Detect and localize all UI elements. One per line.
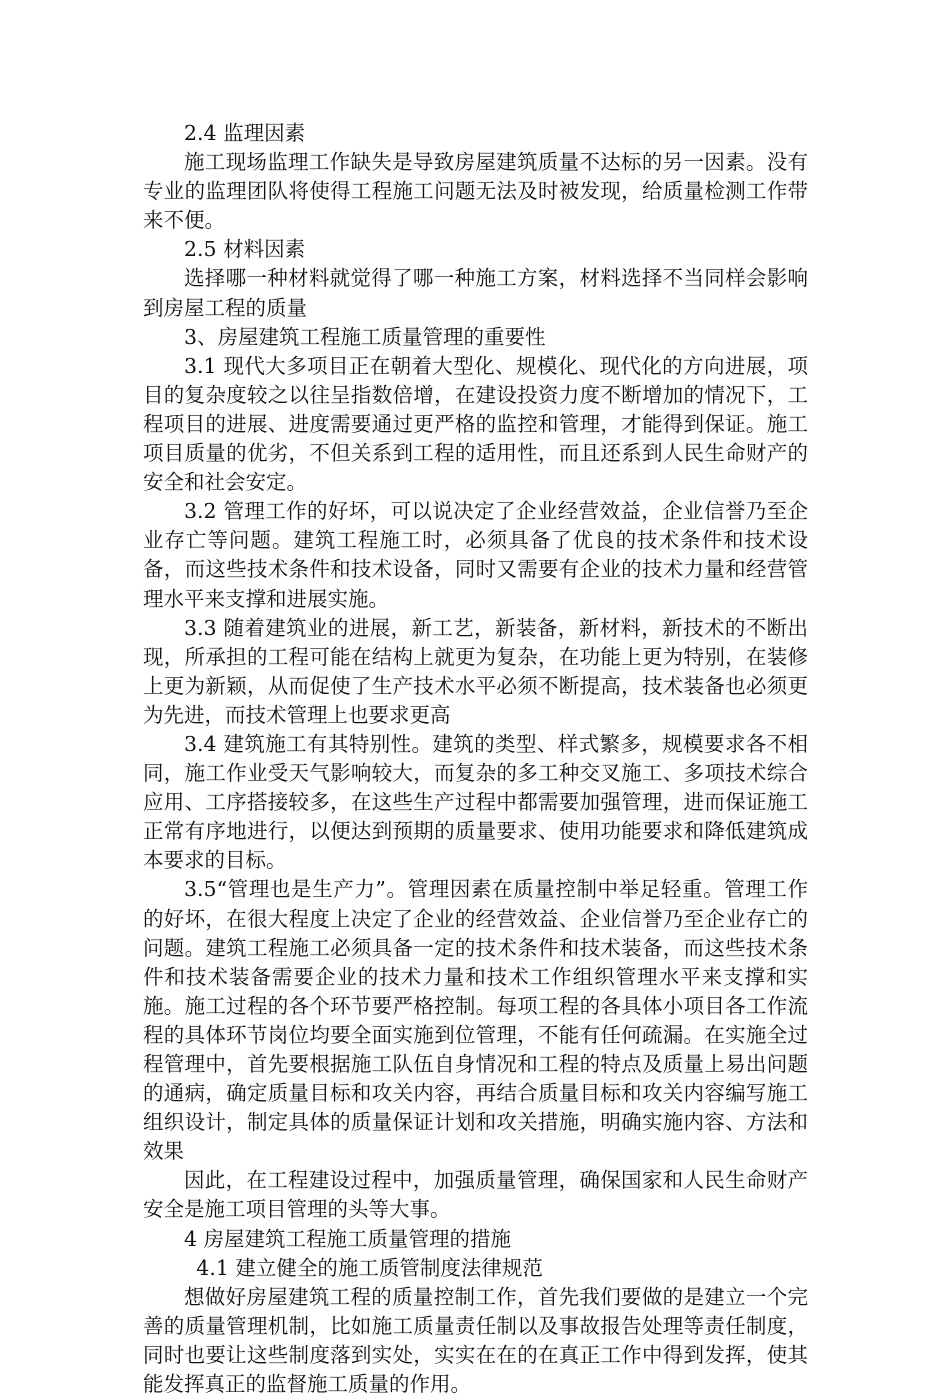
section-heading-3: 3、房屋建筑工程施工质量管理的重要性 (184, 324, 546, 349)
section-heading-4: 4 房屋建筑工程施工质量管理的措施 (184, 1226, 512, 1251)
section-heading-2-4: 2.4 监理因素 (184, 121, 306, 145)
paragraph-3-3: 3.3 随着建筑业的进展，新工艺，新装备，新材料，新技术的不断出现，所承担的工程可能在结构上就更为复杂，在功能上更为特别，在装修上更为新颖，从而促使了生产技术水平必须不断提高，技术装备也必须更为先进，而技术管理上也要求更高 (143, 615, 808, 727)
document-body (143, 119, 808, 1399)
paragraph-materials: 选择哪一种材料就觉得了哪一种施工方案，材料选择不当同样会影响到房屋工程的质量 (143, 266, 808, 320)
section-heading-4-1: 4.1 建立健全的施工质管制度法律规范 (196, 1255, 543, 1280)
paragraph-conclusion: 因此，在工程建设过程中，加强质量管理，确保国家和人民生命财产安全是施工项目管理的头等大事。 (143, 1168, 808, 1222)
paragraph-3-2: 3.2 管理工作的好坏，可以说决定了企业经营效益，企业信誉乃至企业存亡等问题。建筑工程施工时，必须具备了优良的技术条件和技术设备，而这些技术条件和技术设备，同时又需要有企业的技术力量和经营管理水平来支撑和进展实施。 (143, 499, 808, 611)
section-heading-2-5: 2.5 材料因素 (184, 237, 306, 262)
paragraph-3-4: 3.4 建筑施工有其特别性。建筑的类型、样式繁多，规模要求各不相同，施工作业受天气影响较大，而复杂的多工种交叉施工、多项技术综合应用、工序搭接较多，在这些生产过程中都需要加强管理，进而保证施工正常有序地进行，以便达到预期的质量要求、使用功能要求和降低建筑成本要求的目标。 (143, 731, 808, 873)
paragraph-supervision: 施工现场监理工作缺失是导致房屋建筑质量不达标的另一因素。没有专业的监理团队将使得工程施工问题无法及时被发现，给质量检测工作带来不便。 (143, 150, 808, 233)
paragraph-4-1: 想做好房屋建筑工程的质量控制工作，首先我们要做的是建立一个完善的质量管理机制，比如施工质量责任制以及事故报告处理等责任制度，同时也要让这些制度落到实处，实实在在的在真正工作中得到发挥，使其能发挥真正的监督施工质量的作用。 (143, 1284, 808, 1397)
paragraph-3-1: 3.1 现代大多项目正在朝着大型化、规模化、现代化的方向进展，项目的复杂度较之以往呈指数倍增，在建设投资力度不断增加的情况下，工程项目的进展、进度需要通过更严格的监控和管理，才能得到保证。施工项目质量的优劣，不但关系到工程的适用性，而且还系到人民生命财产的安全和社会安定。 (143, 353, 808, 495)
paragraph-3-5: 3.5“管理也是生产力”。管理因素在质量控制中举足轻重。管理工作的好坏，在很大程度上决定了企业的经营效益、企业信誉乃至企业存亡的问题。建筑工程施工必须具备一定的技术条件和技术装备，而这些技术条件和技术装备需要企业的技术力量和技术工作组织管理水平来支撑和实施。施工过程的各个环节要严格控制。每项工程的各具体小项目各工作流程的具体环节岗位均要全面实施到位管理，不能有任何疏漏。在实施全过程管理中，首先要根据施工队伍自身情况和工程的特点及质量上易出问题的通病，确定质量目标和攻关内容，再结合质量目标和攻关内容编写施工组织设计，制定具体的质量保证计划和攻关措施，明确实施内容、方法和效果 (143, 877, 808, 1164)
